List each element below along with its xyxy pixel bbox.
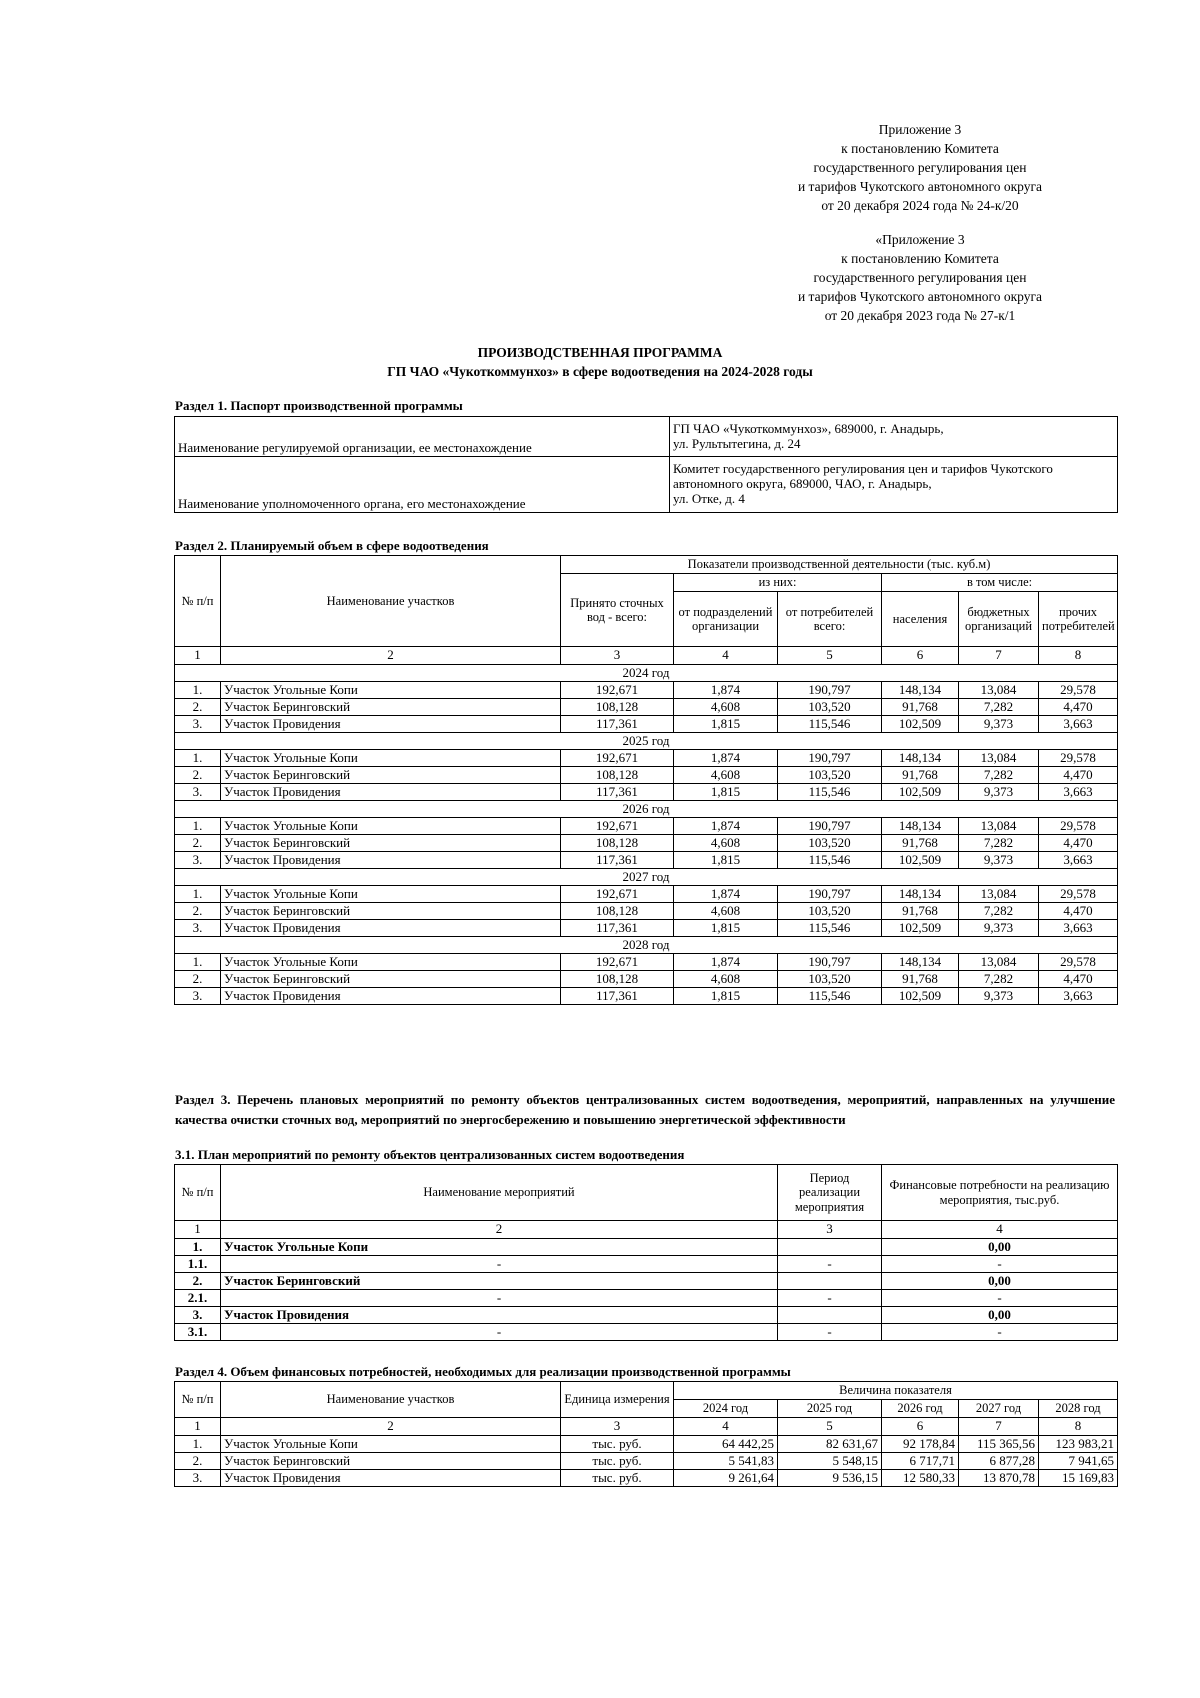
col-number: 3 [561, 647, 674, 665]
org-label: Наименование регулируемой организации, ее местонахождение [175, 417, 670, 457]
table-row [175, 1470, 1118, 1487]
section3-table [174, 1164, 1118, 1341]
value-cell: 7,282 [959, 971, 1039, 988]
site-name: Участок Беринговский [221, 903, 561, 920]
value-cell: 117,361 [561, 716, 674, 733]
table-row [175, 1273, 1118, 1290]
header-from-divisions: от подразделений организации [674, 592, 778, 647]
table-row [175, 1453, 1118, 1470]
value-cell: 192,671 [561, 886, 674, 903]
header-name: Наименование участков [221, 1382, 561, 1418]
value-cell: 102,509 [882, 852, 959, 869]
unit-cell: тыс. руб. [561, 1436, 674, 1453]
value-cell: 29,578 [1039, 682, 1118, 699]
measure-name: - [221, 1324, 778, 1341]
section3-heading: Раздел 3. Перечень плановых мероприятий по ремонту объектов централизованных систем водоотведения, мероприятий, направленных на улучшение качества очистки сточных вод, мероприятий по энергосбережению и повышению энергетической эффективности [175, 1092, 1115, 1127]
value-cell: 9 261,64 [674, 1470, 778, 1487]
row-number: 1. [175, 1239, 221, 1256]
value-cell: 103,520 [778, 971, 882, 988]
value-cell: 7,282 [959, 835, 1039, 852]
value-cell: 4,470 [1039, 767, 1118, 784]
header-row [175, 1382, 1118, 1400]
period-cell [778, 1273, 882, 1290]
value-cell: 117,361 [561, 784, 674, 801]
value-cell: 13,084 [959, 818, 1039, 835]
value-cell: 4,470 [1039, 835, 1118, 852]
section2-body [175, 665, 1118, 1005]
section1-heading: Раздел 1. Паспорт производственной программы [175, 398, 463, 413]
value-cell: 103,520 [778, 903, 882, 920]
col-number: 1 [175, 1418, 221, 1436]
value-cell: 115,546 [778, 716, 882, 733]
site-name: Участок Угольные Копи [221, 682, 561, 699]
header-including: в том числе: [882, 574, 1118, 592]
year-row [175, 665, 1118, 682]
section2-table [174, 555, 1118, 1005]
site-name: Участок Угольные Копи [221, 954, 561, 971]
unit-cell: тыс. руб. [561, 1470, 674, 1487]
site-name: Участок Беринговский [221, 971, 561, 988]
value-cell: 9,373 [959, 920, 1039, 937]
header-name: Наименование участков [221, 556, 561, 647]
value-cell: 123 983,21 [1039, 1436, 1118, 1453]
table-row [175, 1239, 1118, 1256]
row-number: 3. [175, 1470, 221, 1487]
value-cell: 108,128 [561, 699, 674, 716]
header-value: Величина показателя [674, 1382, 1118, 1400]
year-label: 2027 год [175, 869, 1118, 886]
value-cell: 1,815 [674, 716, 778, 733]
section1-table [174, 416, 1118, 513]
table-row [175, 920, 1118, 937]
authority-value-line: ул. Отке, д. 4 [673, 490, 745, 506]
period-cell: - [778, 1290, 882, 1307]
col-number: 1 [175, 1221, 221, 1239]
value-cell: 1,815 [674, 784, 778, 801]
col-number: 1 [175, 647, 221, 665]
header-of-which: из них: [674, 574, 882, 592]
value-cell: 108,128 [561, 903, 674, 920]
value-cell: 190,797 [778, 954, 882, 971]
col-number: 5 [778, 1418, 882, 1436]
row-number: 1.1. [175, 1256, 221, 1273]
row-number: 3. [175, 852, 221, 869]
year-row [175, 733, 1118, 750]
value-cell: 115 365,56 [959, 1436, 1039, 1453]
appendix-line: и тарифов Чукотского автономного округа [797, 179, 1043, 194]
header-year: 2024 год [674, 1400, 778, 1418]
section3-sub-heading: 3.1. План мероприятий по ремонту объектов централизованных систем водоотведения [175, 1147, 685, 1162]
value-cell: 1,815 [674, 920, 778, 937]
header-year: 2028 год [1039, 1400, 1118, 1418]
site-name: Участок Угольные Копи [221, 886, 561, 903]
finance-cell: - [882, 1290, 1118, 1307]
value-cell: 13,084 [959, 886, 1039, 903]
table-row [175, 1256, 1118, 1273]
table-row [175, 988, 1118, 1005]
site-name: Участок Провидения [221, 1470, 561, 1487]
value-cell: 3,663 [1039, 852, 1118, 869]
value-cell: 4,470 [1039, 903, 1118, 920]
table-row [175, 903, 1118, 920]
row-number: 3.1. [175, 1324, 221, 1341]
value-cell: 91,768 [882, 903, 959, 920]
value-cell: 117,361 [561, 920, 674, 937]
unit-cell: тыс. руб. [561, 1453, 674, 1470]
value-cell: 4,470 [1039, 971, 1118, 988]
period-cell: - [778, 1324, 882, 1341]
value-cell: 4,608 [674, 767, 778, 784]
row-number: 2. [175, 835, 221, 852]
appendix-line: и тарифов Чукотского автономного округа [797, 289, 1043, 304]
value-cell: 9,373 [959, 716, 1039, 733]
table-row [175, 767, 1118, 784]
section2-heading: Раздел 2. Планируемый объем в сфере водоотведения [175, 538, 489, 553]
value-cell: 108,128 [561, 767, 674, 784]
year-label: 2026 год [175, 801, 1118, 818]
period-cell: - [778, 1256, 882, 1273]
site-name: Участок Провидения [221, 920, 561, 937]
site-name: Участок Провидения [221, 852, 561, 869]
row-number: 1. [175, 886, 221, 903]
col-number: 4 [674, 1418, 778, 1436]
value-cell: 108,128 [561, 971, 674, 988]
value-cell: 117,361 [561, 988, 674, 1005]
finance-cell: 0,00 [882, 1239, 1118, 1256]
value-cell: 148,134 [882, 750, 959, 767]
row-number: 1. [175, 682, 221, 699]
table-row [175, 1307, 1118, 1324]
row-number: 2. [175, 1273, 221, 1290]
col-number: 7 [959, 647, 1039, 665]
value-cell: 1,874 [674, 682, 778, 699]
value-cell: 192,671 [561, 682, 674, 699]
row-number: 2.1. [175, 1290, 221, 1307]
value-cell: 5 548,15 [778, 1453, 882, 1470]
measure-name: Участок Беринговский [221, 1273, 778, 1290]
table-row [175, 835, 1118, 852]
col-number: 2 [221, 647, 561, 665]
table-row [175, 716, 1118, 733]
header-group: Показатели производственной деятельности (тыс. куб.м) [561, 556, 1118, 574]
header-budget: бюджетных организаций [959, 592, 1039, 647]
value-cell: 9,373 [959, 784, 1039, 801]
table-row [175, 1324, 1118, 1341]
col-number: 5 [778, 647, 882, 665]
row-number: 3. [175, 920, 221, 937]
authority-label: Наименование уполномоченного органа, его местонахождение [175, 457, 670, 513]
table-row [175, 971, 1118, 988]
year-row [175, 869, 1118, 886]
period-cell [778, 1307, 882, 1324]
finance-cell: - [882, 1324, 1118, 1341]
site-name: Участок Угольные Копи [221, 1436, 561, 1453]
value-cell: 1,815 [674, 852, 778, 869]
value-cell: 7,282 [959, 767, 1039, 784]
col-number-row [175, 647, 1118, 665]
col-number: 2 [221, 1418, 561, 1436]
value-cell: 91,768 [882, 699, 959, 716]
value-cell: 3,663 [1039, 716, 1118, 733]
value-cell: 148,134 [882, 682, 959, 699]
site-name: Участок Провидения [221, 784, 561, 801]
header-year: 2027 год [959, 1400, 1039, 1418]
row-number: 2. [175, 767, 221, 784]
table-row [175, 682, 1118, 699]
value-cell: 192,671 [561, 818, 674, 835]
measure-name: - [221, 1290, 778, 1307]
header-name: Наименование мероприятий [221, 1165, 778, 1221]
value-cell: 91,768 [882, 971, 959, 988]
value-cell: 148,134 [882, 954, 959, 971]
value-cell: 102,509 [882, 920, 959, 937]
value-cell: 5 541,83 [674, 1453, 778, 1470]
section4-table [174, 1381, 1118, 1487]
appendix-line: государственного регулирования цен [813, 270, 1027, 285]
authority-value-line: автономного округа, 689000, ЧАО, г. Анадырь, [673, 476, 932, 492]
site-name: Участок Беринговский [221, 1453, 561, 1470]
value-cell: 190,797 [778, 750, 882, 767]
col-number: 8 [1039, 1418, 1118, 1436]
value-cell: 4,608 [674, 903, 778, 920]
measure-name: Участок Угольные Копи [221, 1239, 778, 1256]
site-name: Участок Беринговский [221, 699, 561, 716]
value-cell: 7,282 [959, 699, 1039, 716]
value-cell: 6 877,28 [959, 1453, 1039, 1470]
value-cell: 148,134 [882, 886, 959, 903]
value-cell: 117,361 [561, 852, 674, 869]
col-number: 2 [221, 1221, 778, 1239]
table-row [175, 699, 1118, 716]
col-number: 7 [959, 1418, 1039, 1436]
header-num: № п/п [175, 1165, 221, 1221]
row-number: 1. [175, 818, 221, 835]
col-number: 3 [778, 1221, 882, 1239]
period-cell [778, 1239, 882, 1256]
header-from-consumers: от потребителей всего: [778, 592, 882, 647]
value-cell: 64 442,25 [674, 1436, 778, 1453]
value-cell: 29,578 [1039, 886, 1118, 903]
value-cell: 6 717,71 [882, 1453, 959, 1470]
table-row [175, 886, 1118, 903]
value-cell: 4,470 [1039, 699, 1118, 716]
value-cell: 13 870,78 [959, 1470, 1039, 1487]
value-cell: 1,874 [674, 818, 778, 835]
value-cell: 13,084 [959, 682, 1039, 699]
year-row [175, 937, 1118, 954]
col-number: 4 [674, 647, 778, 665]
value-cell: 3,663 [1039, 920, 1118, 937]
finance-cell: 0,00 [882, 1307, 1118, 1324]
value-cell: 9,373 [959, 852, 1039, 869]
value-cell: 115,546 [778, 920, 882, 937]
value-cell: 1,874 [674, 954, 778, 971]
site-name: Участок Беринговский [221, 835, 561, 852]
col-number: 4 [882, 1221, 1118, 1239]
row-number: 1. [175, 1436, 221, 1453]
year-label: 2025 год [175, 733, 1118, 750]
value-cell: 13,084 [959, 750, 1039, 767]
value-cell: 3,663 [1039, 988, 1118, 1005]
header-finance: Финансовые потребности на реализацию мероприятия, тыс.руб. [882, 1165, 1118, 1221]
col-number: 8 [1039, 647, 1118, 665]
header-period: Период реализации мероприятия [778, 1165, 882, 1221]
authority-value-line: Комитет государственного регулирования цен и тарифов Чукотского [673, 461, 1053, 477]
value-cell: 7 941,65 [1039, 1453, 1118, 1470]
row-number: 2. [175, 903, 221, 920]
value-cell: 91,768 [882, 835, 959, 852]
table-row [175, 852, 1118, 869]
value-cell: 103,520 [778, 835, 882, 852]
value-cell: 103,520 [778, 767, 882, 784]
row-number: 1. [175, 750, 221, 767]
authority-value [670, 457, 1118, 513]
value-cell: 29,578 [1039, 954, 1118, 971]
header-population: населения [882, 592, 959, 647]
row-number: 1. [175, 954, 221, 971]
col-number: 3 [561, 1418, 674, 1436]
value-cell: 4,608 [674, 699, 778, 716]
section3-body [175, 1239, 1118, 1341]
col-number: 6 [882, 647, 959, 665]
value-cell: 190,797 [778, 682, 882, 699]
site-name: Участок Провидения [221, 988, 561, 1005]
org-value-line: ГП ЧАО «Чукоткоммунхоз», 689000, г. Анадырь, [673, 420, 944, 436]
header-num: № п/п [175, 1382, 221, 1418]
finance-cell: 0,00 [882, 1273, 1118, 1290]
header-year: 2025 год [778, 1400, 882, 1418]
table-row [175, 417, 1118, 457]
year-label: 2028 год [175, 937, 1118, 954]
col-number: 6 [882, 1418, 959, 1436]
table-row [175, 818, 1118, 835]
header-total: Принято сточных вод - всего: [561, 574, 674, 647]
section4-heading: Раздел 4. Объем финансовых потребностей, необходимых для реализации производственной программы [175, 1364, 791, 1379]
title-line-1: ПРОИЗВОДСТВЕННАЯ ПРОГРАММА [477, 345, 723, 360]
col-number-row [175, 1418, 1118, 1436]
value-cell: 4,608 [674, 835, 778, 852]
value-cell: 1,815 [674, 988, 778, 1005]
value-cell: 9,373 [959, 988, 1039, 1005]
value-cell: 115,546 [778, 988, 882, 1005]
value-cell: 102,509 [882, 716, 959, 733]
value-cell: 15 169,83 [1039, 1470, 1118, 1487]
col-number-row [175, 1221, 1118, 1239]
appendix-line: к постановлению Комитета [841, 141, 999, 156]
site-name: Участок Угольные Копи [221, 750, 561, 767]
value-cell: 82 631,67 [778, 1436, 882, 1453]
table-row [175, 784, 1118, 801]
value-cell: 92 178,84 [882, 1436, 959, 1453]
value-cell: 190,797 [778, 886, 882, 903]
appendix-previous [760, 230, 1080, 325]
row-number: 2. [175, 1453, 221, 1470]
value-cell: 115,546 [778, 784, 882, 801]
site-name: Участок Провидения [221, 716, 561, 733]
value-cell: 190,797 [778, 818, 882, 835]
value-cell: 13,084 [959, 954, 1039, 971]
value-cell: 29,578 [1039, 750, 1118, 767]
value-cell: 108,128 [561, 835, 674, 852]
appendix-line: «Приложение 3 [875, 232, 965, 247]
row-number: 2. [175, 971, 221, 988]
row-number: 3. [175, 1307, 221, 1324]
value-cell: 102,509 [882, 784, 959, 801]
appendix-line: Приложение 3 [878, 122, 962, 137]
value-cell: 29,578 [1039, 818, 1118, 835]
measure-name: Участок Провидения [221, 1307, 778, 1324]
header-row [175, 556, 1118, 574]
header-year: 2026 год [882, 1400, 959, 1418]
value-cell: 91,768 [882, 767, 959, 784]
site-name: Участок Угольные Копи [221, 818, 561, 835]
appendix-line: к постановлению Комитета [841, 251, 999, 266]
value-cell: 9 536,15 [778, 1470, 882, 1487]
section4-body [175, 1436, 1118, 1487]
org-value [670, 417, 1118, 457]
appendix-line: государственного регулирования цен [813, 160, 1027, 175]
site-name: Участок Беринговский [221, 767, 561, 784]
value-cell: 103,520 [778, 699, 882, 716]
appendix-line: от 20 декабря 2024 года № 24-к/20 [821, 198, 1019, 213]
row-number: 3. [175, 716, 221, 733]
title-line-2: ГП ЧАО «Чукоткоммунхоз» в сфере водоотведения на 2024-2028 годы [387, 364, 813, 379]
finance-cell: - [882, 1256, 1118, 1273]
table-row [175, 1290, 1118, 1307]
table-row [175, 1436, 1118, 1453]
year-row [175, 801, 1118, 818]
org-value-line: ул. Рультытегина, д. 24 [673, 435, 801, 451]
value-cell: 12 580,33 [882, 1470, 959, 1487]
value-cell: 3,663 [1039, 784, 1118, 801]
value-cell: 192,671 [561, 750, 674, 767]
value-cell: 1,874 [674, 886, 778, 903]
value-cell: 148,134 [882, 818, 959, 835]
value-cell: 115,546 [778, 852, 882, 869]
document-title [0, 343, 1200, 381]
header-unit: Единица измерения [561, 1382, 674, 1418]
table-row [175, 457, 1118, 513]
header-other: прочих потребителей [1039, 592, 1118, 647]
value-cell: 1,874 [674, 750, 778, 767]
appendix-current [760, 120, 1080, 215]
value-cell: 7,282 [959, 903, 1039, 920]
measure-name: - [221, 1256, 778, 1273]
value-cell: 192,671 [561, 954, 674, 971]
appendix-line: от 20 декабря 2023 года № 27-к/1 [824, 308, 1016, 323]
year-label: 2024 год [175, 665, 1118, 682]
value-cell: 102,509 [882, 988, 959, 1005]
header-row [175, 1165, 1118, 1221]
table-row [175, 954, 1118, 971]
header-num: № п/п [175, 556, 221, 647]
row-number: 3. [175, 784, 221, 801]
table-row [175, 750, 1118, 767]
value-cell: 4,608 [674, 971, 778, 988]
row-number: 3. [175, 988, 221, 1005]
row-number: 2. [175, 699, 221, 716]
